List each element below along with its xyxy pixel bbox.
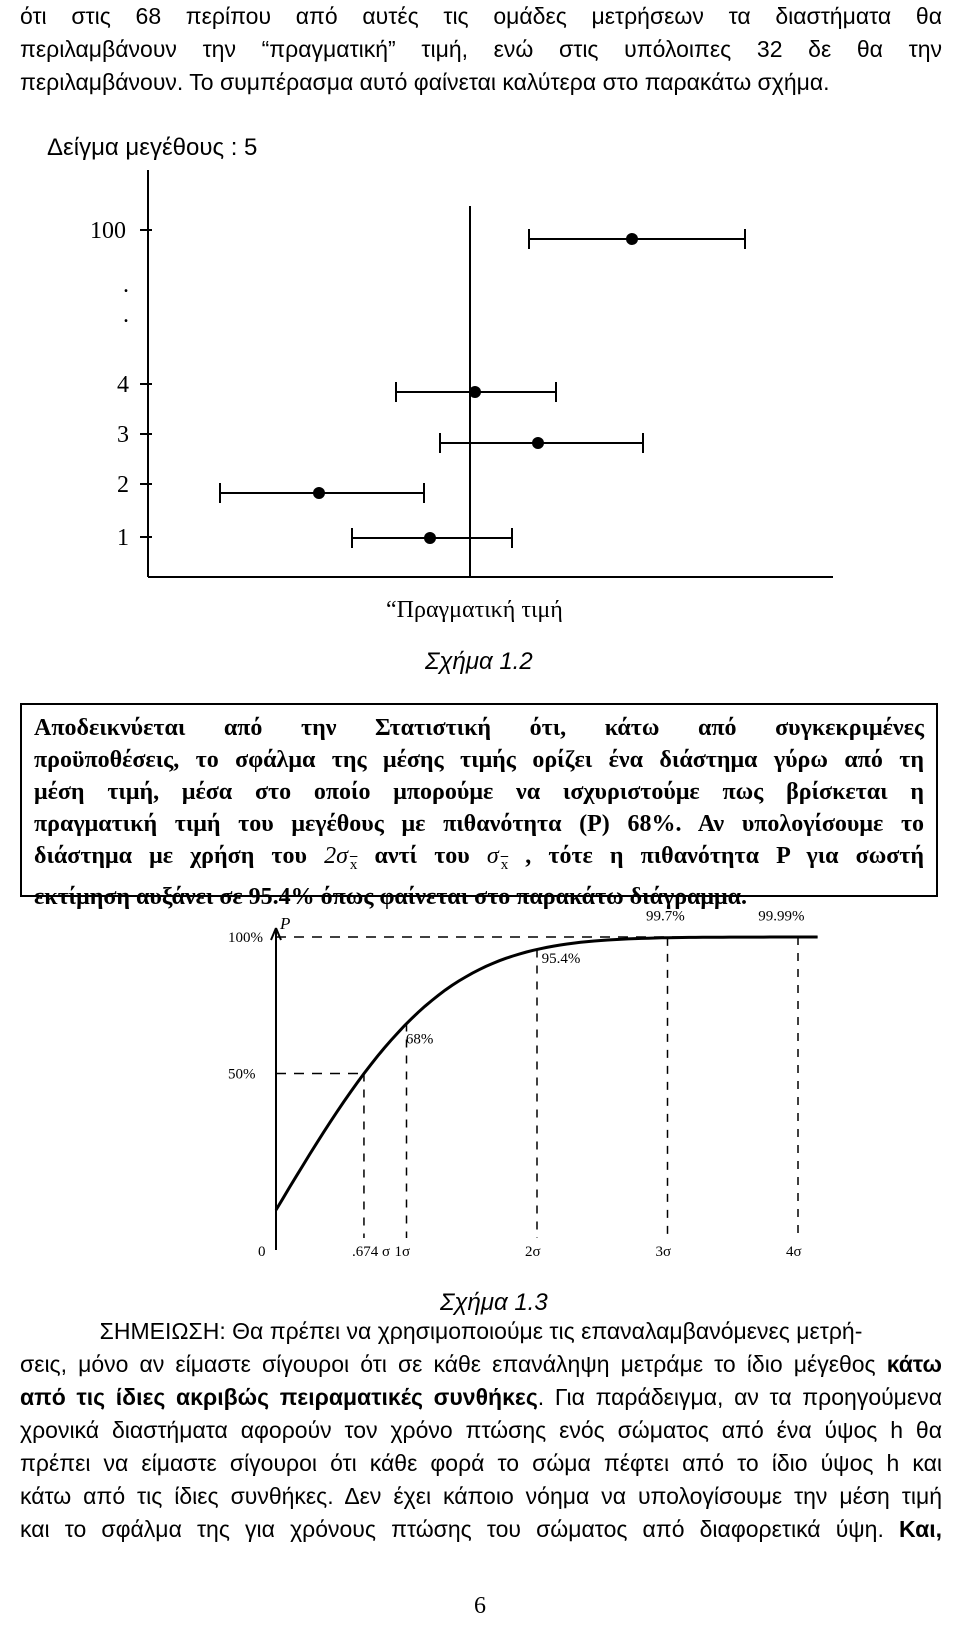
box-line-6: εκτίμηση αυξάνει σε 95.4% όπως φαίνεται στο παρακάτω διάγραμμα. — [34, 884, 748, 910]
figure-1-3-caption: Σχήμα 1.3 — [440, 1289, 548, 1316]
mean-point-2 — [313, 487, 325, 499]
box-line-2: προϋποθέσεις, το σφάλμα της μέσης τιμής ορίζει ένα διάστημα γύρω από τη — [34, 747, 924, 773]
box-line-4: πραγματική τιμή του μεγέθους με πιθανότητα (P) 68%. Αν υπολογίσουμε το — [34, 811, 924, 837]
note-line-2 — [20, 1348, 942, 1381]
y-label-100: 100 — [90, 218, 126, 244]
sigma-symbol: σ — [486, 843, 499, 869]
note-bold-3: Και, — [898, 1516, 942, 1542]
box-line-5b: αντί του — [357, 843, 487, 869]
intro-line-1: ότι στις 68 περίπου από αυτές τις ομάδες μετρήσεων τα διαστήματα θα — [20, 3, 942, 29]
figure-1-3-chart — [0, 910, 960, 1260]
x-tick-label-1: .674 σ — [351, 1244, 391, 1260]
box-line-1: Αποδεικνύεται από την Στατιστική ότι, κάτω από συγκεκριμένες — [34, 715, 924, 741]
note-line-2a: σεις, μόνο αν είμαστε σίγουροι ότι σε κάθε επανάληψη μετράμε το ίδιο μέγεθος — [20, 1351, 887, 1377]
box-line-5c: , τότε η πιθανότητα P για σωστή — [508, 843, 925, 869]
sample-size-label: Δείγμα μεγέθους : 5 — [47, 134, 258, 161]
intro-line-2: περιλαμβάνουν την “πραγματική” τιμή, ενώ στις υπόλοιπες 32 δε θα την — [20, 36, 942, 62]
box-line-3: μέση τιμή, μέσα στο οποίο μπορούμε να ισχυριστούμε πως βρίσκεται η — [34, 779, 924, 805]
note-line-6: κάτω από τις ίδιες συνθήκες. Δεν έχει κάποιο νόημα να υπολογίσουμε την μέση τιμή — [20, 1483, 942, 1509]
intro-line-3: περιλαμβάνουν. Το συμπέρασμα αυτό φαίνεται καλύτερα στο παρακάτω σχήμα. — [20, 69, 830, 95]
note-bold-2: από τις ίδιες ακριβώς πειραματικές συνθήκες — [20, 1384, 538, 1410]
y-tick-label-0: 50% — [228, 1066, 256, 1083]
y-label-3: 3 — [117, 422, 129, 448]
note-line-7a: και το σφάλμα της για χρόνους πτώσης του σώματος από διαφορετικά ύψη. — [20, 1516, 899, 1542]
sigma-subscript-1: x — [349, 857, 358, 873]
annotation-2: 99.7% — [646, 910, 685, 925]
note-line-1: ΣΗΜΕΙΩΣΗ: Θα πρέπει να χρησιμοποιούμε τις επαναλαμβανόμενες μετρή- — [99, 1318, 863, 1344]
x-tick-label-2: 1σ — [394, 1244, 411, 1260]
mean-point-4 — [469, 386, 481, 398]
note-line-7 — [20, 1513, 942, 1546]
note-line-5: πρέπει να είμαστε σίγουροι ότι κάθε φορά το σώμα πέφτει από το ίδιο ύψος h και — [20, 1450, 942, 1476]
figure-1-2-caption: Σχήμα 1.2 — [425, 648, 533, 675]
mean-point-3 — [532, 437, 544, 449]
annotation-0: 68% — [405, 1031, 434, 1048]
note-line-3b: . Για παράδειγμα, αν τα προηγούμενα — [537, 1384, 942, 1410]
annotation-1: 95.4% — [541, 950, 581, 967]
two-sigma-symbol: 2σ — [324, 843, 348, 869]
x-tick-label-5: 4σ — [786, 1244, 802, 1260]
y-label-2: 2 — [117, 472, 129, 498]
statistics-box — [20, 703, 938, 910]
mean-point-1 — [424, 532, 436, 544]
x-tick-label-3: 2σ — [525, 1244, 541, 1260]
figure-1-2 — [0, 160, 960, 630]
y-label-dot-2: . — [123, 302, 129, 328]
y-tick-label-1: 100% — [228, 930, 263, 946]
box-line-5a: διάστημα με χρήση του — [34, 843, 325, 869]
y-label-dot-1: . — [123, 272, 129, 298]
mean-point-100 — [626, 233, 638, 245]
x-tick-label-4: 3σ — [655, 1244, 672, 1260]
note-paragraph — [20, 1315, 942, 1546]
intro-paragraph — [20, 0, 942, 99]
box-line-5 — [34, 840, 924, 881]
y-label-1: 1 — [117, 525, 129, 551]
true-value-label: “Πραγματική τιμή — [386, 597, 563, 623]
x-tick-label-0: 0 — [258, 1244, 266, 1260]
chart-y-label: P — [280, 914, 291, 933]
note-line-4: χρονικά διαστήματα αφορούν τον χρόνο πτώσης ενός σώματος από ένα ύψος h θα — [20, 1417, 942, 1443]
note-line-3 — [20, 1381, 942, 1414]
page-number: 6 — [474, 1593, 486, 1619]
annotation-3: 99.99% — [758, 910, 805, 925]
y-label-4: 4 — [117, 372, 129, 398]
sigma-subscript-2: x — [500, 857, 509, 873]
note-bold-1: κάτω — [886, 1351, 942, 1377]
